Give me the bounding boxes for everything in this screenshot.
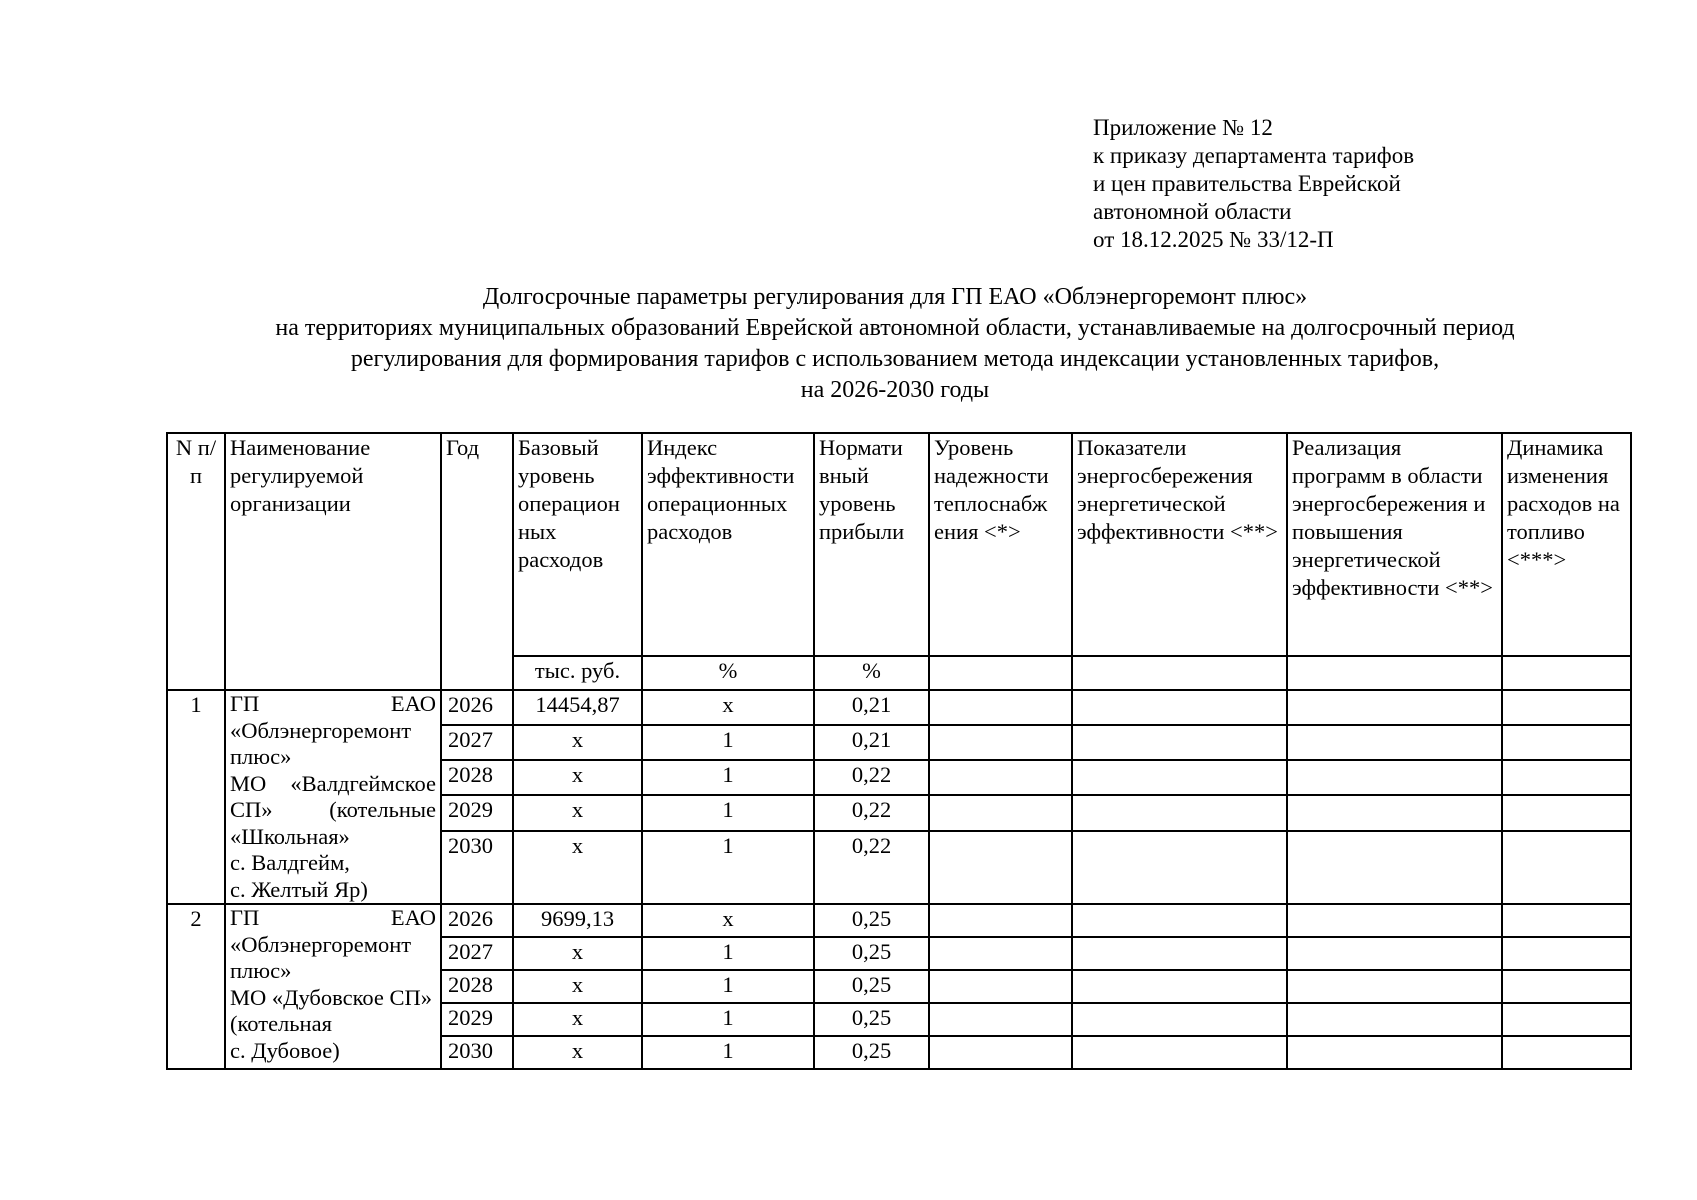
empty-cell — [1287, 831, 1502, 905]
profit-cell: 0,22 — [814, 795, 929, 830]
empty-cell — [1502, 831, 1631, 905]
unit-cell-empty — [1287, 656, 1502, 690]
appendix-line: и цен правительства Еврейской — [1093, 171, 1401, 196]
empty-cell — [1072, 690, 1287, 725]
empty-cell — [1502, 970, 1631, 1003]
efficiency-index-cell: 1 — [642, 1036, 814, 1069]
empty-cell — [929, 795, 1072, 830]
row-number-cell: 1 — [167, 690, 225, 904]
unit-cell-empty — [929, 656, 1072, 690]
efficiency-index-cell: 1 — [642, 970, 814, 1003]
organization-name-line — [230, 691, 436, 718]
empty-cell — [1072, 970, 1287, 1003]
empty-cell — [1072, 831, 1287, 905]
empty-cell — [1072, 760, 1287, 795]
base-opex-cell: x — [513, 831, 642, 905]
empty-cell — [929, 690, 1072, 725]
header-cell-org: Наименование регулируемой организации — [225, 433, 441, 690]
empty-cell — [1502, 690, 1631, 725]
year-cell: 2030 — [441, 831, 513, 905]
title-line: регулирования для формирования тарифов с использованием метода индексации установленных тарифов, — [350, 346, 1440, 372]
table-row — [167, 904, 1631, 937]
empty-cell — [1072, 725, 1287, 760]
unit-cell: тыс. руб. — [513, 656, 642, 690]
empty-cell — [929, 760, 1072, 795]
parameters-table — [166, 432, 1632, 1070]
table-row — [167, 690, 1631, 725]
year-cell: 2026 — [441, 690, 513, 725]
profit-cell: 0,22 — [814, 831, 929, 905]
profit-cell: 0,21 — [814, 690, 929, 725]
organization-name-line: «Школьная» — [230, 823, 350, 849]
organization-name-line: «Облэнергоремонт — [230, 931, 412, 957]
header-cell-efficiency-index: Индекс эффективности операционных расходов — [642, 433, 814, 656]
empty-cell — [929, 725, 1072, 760]
efficiency-index-cell: 1 — [642, 795, 814, 830]
year-cell: 2027 — [441, 937, 513, 970]
profit-cell: 0,25 — [814, 1003, 929, 1036]
organization-name-line: с. Дубовое) — [230, 1037, 340, 1063]
empty-cell — [1072, 937, 1287, 970]
empty-cell — [1502, 1036, 1631, 1069]
profit-cell: 0,21 — [814, 725, 929, 760]
efficiency-index-cell: 1 — [642, 1003, 814, 1036]
organization-name-line: «Облэнергоремонт — [230, 717, 412, 743]
efficiency-index-cell: 1 — [642, 760, 814, 795]
empty-cell — [1072, 904, 1287, 937]
organization-name-line: (котельная — [230, 1011, 332, 1036]
header-cell-energy-programs: Реализация программ в области энергосбережения и повышения энергетической эффективности <**> — [1287, 433, 1502, 656]
title-line: на территориях муниципальных образований Еврейской автономной области, устанавливаемые на долгосрочный период — [275, 315, 1515, 341]
organization-name-line — [230, 797, 436, 824]
efficiency-index-cell: x — [642, 690, 814, 725]
empty-cell — [1502, 937, 1631, 970]
header-cell-reliability: Уровень надежности теплоснабж ения <*> — [929, 433, 1072, 656]
empty-cell — [929, 1003, 1072, 1036]
empty-cell — [1287, 725, 1502, 760]
base-opex-cell: x — [513, 760, 642, 795]
base-opex-cell: 9699,13 — [513, 904, 642, 937]
profit-cell: 0,25 — [814, 970, 929, 1003]
profit-cell: 0,25 — [814, 904, 929, 937]
efficiency-index-cell: 1 — [642, 937, 814, 970]
organization-name-line: МО «Дубовское СП» — [230, 984, 433, 1010]
year-cell: 2026 — [441, 904, 513, 937]
header-cell-fuel-dynamics: Динамика изменения расходов на топливо <***> — [1502, 433, 1631, 656]
unit-cell: % — [814, 656, 929, 690]
empty-cell — [929, 831, 1072, 905]
base-opex-cell: 14454,87 — [513, 690, 642, 725]
empty-cell — [1072, 1003, 1287, 1036]
empty-cell — [1502, 795, 1631, 830]
year-cell: 2029 — [441, 1003, 513, 1036]
base-opex-cell: x — [513, 937, 642, 970]
empty-cell — [1287, 1003, 1502, 1036]
organization-name-word: (котельные — [329, 797, 436, 822]
organization-name-word: ЕАО — [390, 905, 436, 930]
empty-cell — [1287, 795, 1502, 830]
appendix-line: к приказу департамента тарифов — [1093, 143, 1415, 168]
empty-cell — [1502, 725, 1631, 760]
base-opex-cell: x — [513, 725, 642, 760]
year-cell: 2028 — [441, 760, 513, 795]
efficiency-index-cell: 1 — [642, 725, 814, 760]
document-title — [150, 282, 1640, 406]
year-cell: 2030 — [441, 1036, 513, 1069]
title-line: Долгосрочные параметры регулирования для ГП ЕАО «Облэнергоремонт плюс» — [482, 284, 1308, 310]
title-line: на 2026-2030 годы — [800, 377, 990, 403]
header-cell-base-opex: Базовый уровень операцион ных расходов — [513, 433, 642, 656]
organization-name-word: СП» — [230, 797, 273, 822]
header-cell-year: Год — [441, 433, 513, 690]
appendix-block — [1093, 114, 1414, 254]
base-opex-cell: x — [513, 970, 642, 1003]
efficiency-index-cell: x — [642, 904, 814, 937]
empty-cell — [1287, 937, 1502, 970]
row-number-cell: 2 — [167, 904, 225, 1069]
unit-cell-empty — [1502, 656, 1631, 690]
empty-cell — [1502, 904, 1631, 937]
base-opex-cell: x — [513, 1036, 642, 1069]
profit-cell: 0,25 — [814, 937, 929, 970]
year-cell: 2027 — [441, 725, 513, 760]
organization-name-word: ЕАО — [390, 691, 436, 716]
organization-name-word: ГП — [230, 691, 260, 716]
organization-name-line: плюс» — [230, 744, 292, 769]
organization-cell — [225, 904, 441, 1069]
year-cell: 2028 — [441, 970, 513, 1003]
organization-name-word: «Валдгеймское — [290, 770, 436, 796]
organization-name-line — [230, 771, 436, 798]
empty-cell — [1072, 1036, 1287, 1069]
header-row — [167, 433, 1631, 656]
organization-cell — [225, 690, 441, 904]
organization-name-word: ГП — [230, 905, 260, 930]
unit-cell: % — [642, 656, 814, 690]
efficiency-index-cell: 1 — [642, 831, 814, 905]
empty-cell — [1287, 690, 1502, 725]
organization-name-line: плюс» — [230, 958, 292, 983]
year-cell: 2029 — [441, 795, 513, 830]
profit-cell: 0,25 — [814, 1036, 929, 1069]
empty-cell — [929, 937, 1072, 970]
empty-cell — [929, 1036, 1072, 1069]
empty-cell — [1072, 795, 1287, 830]
empty-cell — [1287, 1036, 1502, 1069]
empty-cell — [1287, 904, 1502, 937]
organization-name-word: МО — [230, 770, 267, 796]
base-opex-cell: x — [513, 1003, 642, 1036]
header-cell-profit: Нормати вный уровень прибыли — [814, 433, 929, 656]
empty-cell — [1502, 760, 1631, 795]
base-opex-cell: x — [513, 795, 642, 830]
appendix-line: автономной области — [1093, 199, 1292, 224]
organization-name-line: с. Валдгейм, — [230, 850, 350, 875]
header-cell-energy-indicators: Показатели энергосбережения энергетической эффективности <**> — [1072, 433, 1287, 656]
appendix-line: от 18.12.2025 № 33/12-П — [1093, 227, 1334, 252]
header-cell-num: N п/п — [167, 433, 225, 690]
profit-cell: 0,22 — [814, 760, 929, 795]
unit-cell-empty — [1072, 656, 1287, 690]
appendix-line: Приложение № 12 — [1093, 115, 1273, 140]
empty-cell — [929, 904, 1072, 937]
empty-cell — [1502, 1003, 1631, 1036]
empty-cell — [1287, 970, 1502, 1003]
empty-cell — [929, 970, 1072, 1003]
empty-cell — [1287, 760, 1502, 795]
organization-name-line: с. Желтый Яр) — [230, 876, 368, 902]
organization-name-line — [230, 905, 436, 932]
